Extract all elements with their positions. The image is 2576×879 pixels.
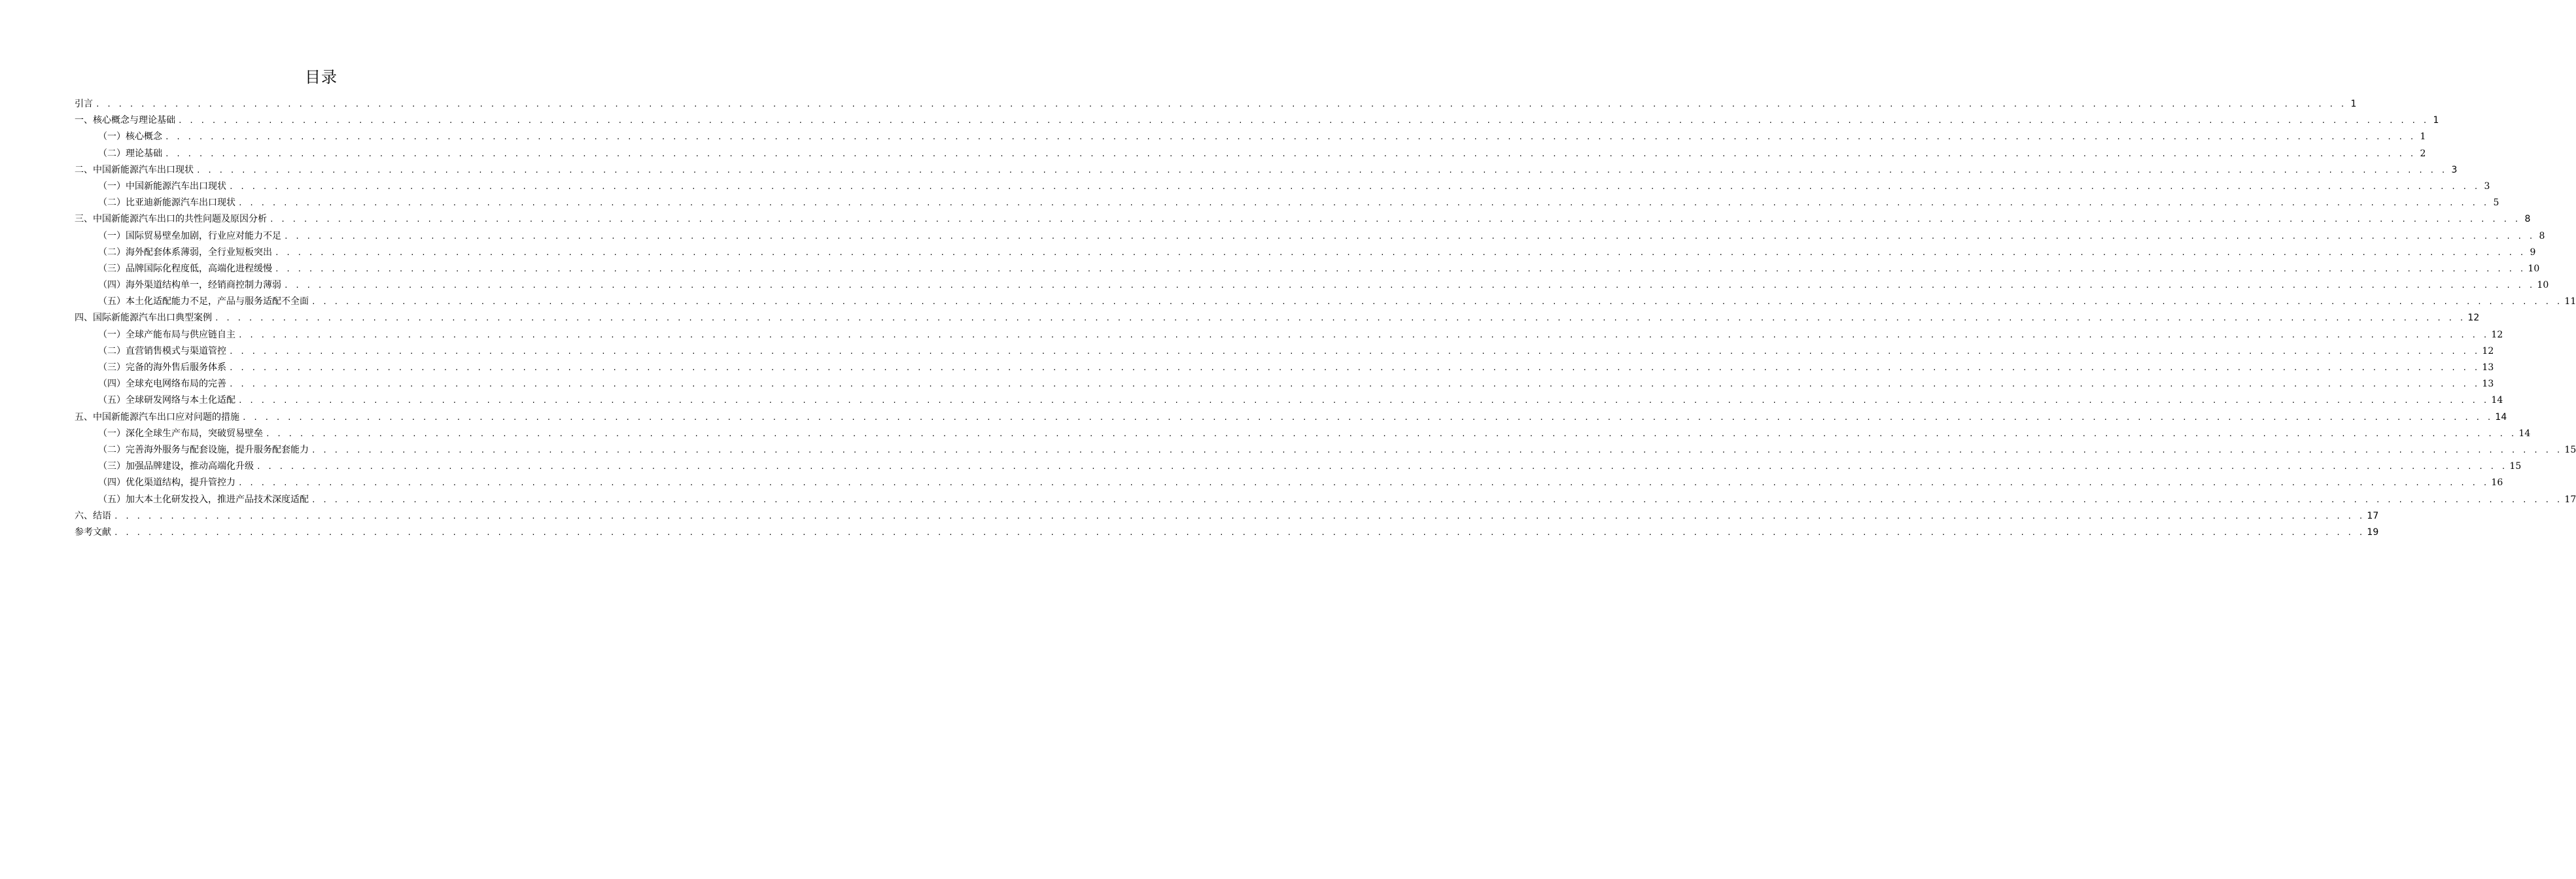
- toc-entry-page-number: 15: [2509, 461, 2522, 472]
- page-title: 目录: [305, 68, 338, 86]
- toc-entry[interactable]: [75, 195, 2499, 211]
- dot-leader: . . . . . . . . . . . . . . . . . . . . . . . . . . . . . . . . . . . . . . . . . . . . . . . . . . . . . . . . . . . . . . . . . . . . . . . . . . . . . . . . . . . . . . . . . . . . . . . . . . . . . . . . . . . . . . . . . . . . . . . . . . . . . . . . . . . . . . . . . . . . . . . . . . . . . . . . . . . . . . . . . . . . . . . . . . . . . . . . . . . . . . . . . . . . . . . . . . . . . . . .: [229, 380, 2480, 389]
- dot-leader: . . . . . . . . . . . . . . . . . . . . . . . . . . . . . . . . . . . . . . . . . . . . . . . . . . . . . . . . . . . . . . . . . . . . . . . . . . . . . . . . . . . . . . . . . . . . . . . . . . . . . . . . . . . . . . . . . . . . . . . . . . . . . . . . . . . . . . . . . . . . . . . . . . . . . . . . . . . . . . . . . . . . . . . . . . . . . . . . . . . . . . . . . . . . . . . . . . . . . . . .: [165, 133, 2416, 142]
- dot-leader: . . . . . . . . . . . . . . . . . . . . . . . . . . . . . . . . . . . . . . . . . . . . . . . . . . . . . . . . . . . . . . . . . . . . . . . . . . . . . . . . . . . . . . . . . . . . . . . . . . . . . . . . . . . . . . . . . . . . . . . . . . . . . . . . . . . . . . . . . . . . . . . . . . . . . . . . . . . . . . . . . . . . . . . . . . . . . . . . . . . . . . . . . . . . . . . . . . . . . . . .: [238, 330, 2489, 339]
- dot-leader: . . . . . . . . . . . . . . . . . . . . . . . . . . . . . . . . . . . . . . . . . . . . . . . . . . . . . . . . . . . . . . . . . . . . . . . . . . . . . . . . . . . . . . . . . . . . . . . . . . . . . . . . . . . . . . . . . . . . . . . . . . . . . . . . . . . . . . . . . . . . . . . . . . . . . . . . . . . . . . . . . . . . . . . . . . . . . . . . . . . . . . . . . . . . . . . . . . . . . . . .: [114, 528, 2365, 537]
- toc-entry-page-number: 13: [2482, 379, 2494, 390]
- toc-entry-title: （一）中国新能源汽车出口现状: [98, 181, 226, 192]
- toc-entry[interactable]: [75, 508, 2379, 525]
- toc-entry-page-number: 12: [2467, 313, 2480, 324]
- toc-entry-title: （二）理论基础: [98, 148, 162, 159]
- toc-entry-page-number: 12: [2482, 345, 2494, 356]
- toc-entry[interactable]: [75, 179, 2490, 195]
- toc-entry-page-number: 9: [2530, 247, 2536, 258]
- toc-entry[interactable]: [75, 228, 2545, 245]
- toc-entry-title: 参考文献: [75, 526, 111, 538]
- toc-entry[interactable]: [75, 96, 2357, 112]
- toc-entry[interactable]: [75, 343, 2494, 360]
- toc-entry-title: （五）本土化适配能力不足，产品与服务适配不全面: [98, 296, 309, 307]
- toc-entry[interactable]: [75, 277, 2549, 294]
- toc-entry-page-number: 14: [2495, 411, 2507, 422]
- toc-entry-page-number: 14: [2491, 395, 2503, 406]
- toc-entry-title: （二）海外配套体系薄弱，全行业短板突出: [98, 247, 272, 258]
- toc-entry[interactable]: [75, 310, 2480, 326]
- toc-entry[interactable]: [75, 327, 2503, 343]
- toc-entry[interactable]: [75, 162, 2458, 179]
- toc-entry[interactable]: [75, 294, 2576, 310]
- toc-entry[interactable]: [75, 475, 2503, 491]
- toc-entry-title: 六、结语: [75, 510, 111, 521]
- toc-entry[interactable]: [75, 409, 2507, 426]
- dot-leader: . . . . . . . . . . . . . . . . . . . . . . . . . . . . . . . . . . . . . . . . . . . . . . . . . . . . . . . . . . . . . . . . . . . . . . . . . . . . . . . . . . . . . . . . . . . . . . . . . . . . . . . . . . . . . . . . . . . . . . . . . . . . . . . . . . . . . . . . . . . . . . . . . . . . . . . . . . . . . . . . . . . . . . . . . . . . . . . . . . . . . . . . . . . . . . . . . . . . . . . .: [238, 396, 2489, 405]
- toc-entry-title: （三）加强品牌建设，推动高端化升级: [98, 461, 254, 472]
- toc-entry-page-number: 17: [2367, 510, 2379, 521]
- dot-leader: . . . . . . . . . . . . . . . . . . . . . . . . . . . . . . . . . . . . . . . . . . . . . . . . . . . . . . . . . . . . . . . . . . . . . . . . . . . . . . . . . . . . . . . . . . . . . . . . . . . . . . . . . . . . . . . . . . . . . . . . . . . . . . . . . . . . . . . . . . . . . . . . . . . . . . . . . . . . . . . . . . . . . . . . . . . . . . . . . . . . . . . . . . . . . . . . . . . . . . . .: [165, 149, 2416, 158]
- toc-entry-page-number: 3: [2484, 181, 2490, 192]
- dot-leader: . . . . . . . . . . . . . . . . . . . . . . . . . . . . . . . . . . . . . . . . . . . . . . . . . . . . . . . . . . . . . . . . . . . . . . . . . . . . . . . . . . . . . . . . . . . . . . . . . . . . . . . . . . . . . . . . . . . . . . . . . . . . . . . . . . . . . . . . . . . . . . . . . . . . . . . . . . . . . . . . . . . . . . . . . . . . . . . . . . . . . . . . . . . . . . . . . . . . . . . .: [229, 364, 2480, 372]
- toc-entry[interactable]: [75, 392, 2503, 409]
- toc-entry-page-number: 14: [2518, 428, 2531, 439]
- toc-entry-title: （二）直营销售模式与渠道管控: [98, 345, 226, 356]
- dot-leader: . . . . . . . . . . . . . . . . . . . . . . . . . . . . . . . . . . . . . . . . . . . . . . . . . . . . . . . . . . . . . . . . . . . . . . . . . . . . . . . . . . . . . . . . . . . . . . . . . . . . . . . . . . . . . . . . . . . . . . . . . . . . . . . . . . . . . . . . . . . . . . . . . . . . . . . . . . . . . . . . . . . . . . . . . . . . . . . . . . . . . . . . . . . . . . . . . . . . . . . .: [284, 281, 2535, 290]
- toc-entry-title: （五）加大本土化研发投入，推进产品技术深度适配: [98, 494, 309, 505]
- dot-leader: . . . . . . . . . . . . . . . . . . . . . . . . . . . . . . . . . . . . . . . . . . . . . . . . . . . . . . . . . . . . . . . . . . . . . . . . . . . . . . . . . . . . . . . . . . . . . . . . . . . . . . . . . . . . . . . . . . . . . . . . . . . . . . . . . . . . . . . . . . . . . . . . . . . . . . . . . . . . . . . . . . . . . . . . . . . . . . . . . . . . . . . . . . . . . . . . . . . . . . . .: [196, 165, 2447, 175]
- dot-leader: . . . . . . . . . . . . . . . . . . . . . . . . . . . . . . . . . . . . . . . . . . . . . . . . . . . . . . . . . . . . . . . . . . . . . . . . . . . . . . . . . . . . . . . . . . . . . . . . . . . . . . . . . . . . . . . . . . . . . . . . . . . . . . . . . . . . . . . . . . . . . . . . . . . . . . . . . . . . . . . . . . . . . . . . . . . . . . . . . . . . . . . . . . . . . . . . . . . . . . . .: [215, 314, 2465, 323]
- toc-entry-title: 引言: [75, 99, 93, 109]
- toc-entry-page-number: 8: [2539, 230, 2545, 241]
- dot-leader: . . . . . . . . . . . . . . . . . . . . . . . . . . . . . . . . . . . . . . . . . . . . . . . . . . . . . . . . . . . . . . . . . . . . . . . . . . . . . . . . . . . . . . . . . . . . . . . . . . . . . . . . . . . . . . . . . . . . . . . . . . . . . . . . . . . . . . . . . . . . . . . . . . . . . . . . . . . . . . . . . . . . . . . . . . . . . . . . . . . . . . . . . . . . . . . . . . . . . . . .: [242, 413, 2493, 422]
- toc-entry-title: （二）完善海外服务与配套设施，提升服务配套能力: [98, 444, 309, 455]
- dot-leader: . . . . . . . . . . . . . . . . . . . . . . . . . . . . . . . . . . . . . . . . . . . . . . . . . . . . . . . . . . . . . . . . . . . . . . . . . . . . . . . . . . . . . . . . . . . . . . . . . . . . . . . . . . . . . . . . . . . . . . . . . . . . . . . . . . . . . . . . . . . . . . . . . . . . . . . . . . . . . . . . . . . . . . . . . . . . . . . . . . . . . . . . . . . . . . . . . . . . . . . .: [311, 445, 2562, 455]
- toc-entry-title: （五）全球研发网络与本土化适配: [98, 395, 235, 406]
- toc-entry-title: （一）深化全球生产布局，突破贸易壁垒: [98, 428, 263, 439]
- toc-entry[interactable]: [75, 376, 2494, 392]
- toc-entry[interactable]: [75, 261, 2540, 277]
- toc-entry-page-number: 1: [2420, 131, 2426, 143]
- dot-leader: . . . . . . . . . . . . . . . . . . . . . . . . . . . . . . . . . . . . . . . . . . . . . . . . . . . . . . . . . . . . . . . . . . . . . . . . . . . . . . . . . . . . . . . . . . . . . . . . . . . . . . . . . . . . . . . . . . . . . . . . . . . . . . . . . . . . . . . . . . . . . . . . . . . . . . . . . . . . . . . . . . . . . . . . . . . . . . . . . . . . . . . . . . . . . . . . . . . . . . . .: [238, 199, 2489, 208]
- dot-leader: . . . . . . . . . . . . . . . . . . . . . . . . . . . . . . . . . . . . . . . . . . . . . . . . . . . . . . . . . . . . . . . . . . . . . . . . . . . . . . . . . . . . . . . . . . . . . . . . . . . . . . . . . . . . . . . . . . . . . . . . . . . . . . . . . . . . . . . . . . . . . . . . . . . . . . . . . . . . . . . . . . . . . . . . . . . . . . . . . . . . . . . . . . . . . . . . . . . . . . . .: [114, 511, 2365, 521]
- toc-entry[interactable]: [75, 211, 2531, 228]
- toc-entry[interactable]: [75, 426, 2531, 442]
- dot-leader: . . . . . . . . . . . . . . . . . . . . . . . . . . . . . . . . . . . . . . . . . . . . . . . . . . . . . . . . . . . . . . . . . . . . . . . . . . . . . . . . . . . . . . . . . . . . . . . . . . . . . . . . . . . . . . . . . . . . . . . . . . . . . . . . . . . . . . . . . . . . . . . . . . . . . . . . . . . . . . . . . . . . . . . . . . . . . . . . . . . . . . . . . . . . . . . . . . . . . . . .: [266, 429, 2516, 438]
- toc-entry-page-number: 16: [2491, 477, 2503, 489]
- dot-leader: . . . . . . . . . . . . . . . . . . . . . . . . . . . . . . . . . . . . . . . . . . . . . . . . . . . . . . . . . . . . . . . . . . . . . . . . . . . . . . . . . . . . . . . . . . . . . . . . . . . . . . . . . . . . . . . . . . . . . . . . . . . . . . . . . . . . . . . . . . . . . . . . . . . . . . . . . . . . . . . . . . . . . . . . . . . . . . . . . . . . . . . . . . . . . . . . . . . . . . . .: [96, 100, 2346, 109]
- dot-leader: . . . . . . . . . . . . . . . . . . . . . . . . . . . . . . . . . . . . . . . . . . . . . . . . . . . . . . . . . . . . . . . . . . . . . . . . . . . . . . . . . . . . . . . . . . . . . . . . . . . . . . . . . . . . . . . . . . . . . . . . . . . . . . . . . . . . . . . . . . . . . . . . . . . . . . . . . . . . . . . . . . . . . . . . . . . . . . . . . . . . . . . . . . . . . . . . . . . . . . . .: [275, 264, 2526, 273]
- toc-entry-page-number: 10: [2537, 280, 2549, 291]
- toc-entry-page-number: 15: [2564, 444, 2576, 455]
- toc-entry[interactable]: [75, 245, 2536, 261]
- dot-leader: . . . . . . . . . . . . . . . . . . . . . . . . . . . . . . . . . . . . . . . . . . . . . . . . . . . . . . . . . . . . . . . . . . . . . . . . . . . . . . . . . . . . . . . . . . . . . . . . . . . . . . . . . . . . . . . . . . . . . . . . . . . . . . . . . . . . . . . . . . . . . . . . . . . . . . . . . . . . . . . . . . . . . . . . . . . . . . . . . . . . . . . . . . . . . . . . . . . . . . . .: [311, 298, 2562, 307]
- toc-entry-title: 四、国际新能源汽车出口典型案例: [75, 313, 212, 324]
- toc-entry[interactable]: [75, 112, 2439, 129]
- dot-leader: . . . . . . . . . . . . . . . . . . . . . . . . . . . . . . . . . . . . . . . . . . . . . . . . . . . . . . . . . . . . . . . . . . . . . . . . . . . . . . . . . . . . . . . . . . . . . . . . . . . . . . . . . . . . . . . . . . . . . . . . . . . . . . . . . . . . . . . . . . . . . . . . . . . . . . . . . . . . . . . . . . . . . . . . . . . . . . . . . . . . . . . . . . . . . . . . . . . . . . . .: [229, 347, 2480, 356]
- toc-entry-page-number: 1: [2433, 115, 2439, 126]
- toc-entry-page-number: 10: [2528, 263, 2540, 274]
- toc-entry[interactable]: [75, 129, 2426, 145]
- toc-entry-page-number: 2: [2420, 148, 2426, 159]
- toc-entry[interactable]: [75, 442, 2576, 458]
- toc-entry-title: （一）国际贸易壁垒加剧，行业应对能力不足: [98, 230, 281, 241]
- toc-entry-page-number: 11: [2564, 296, 2576, 307]
- toc-entry-title: （四）全球充电网络布局的完善: [98, 379, 226, 390]
- toc-entry-title: （二）比亚迪新能源汽车出口现状: [98, 198, 235, 209]
- toc-entry[interactable]: [75, 525, 2379, 541]
- toc-entry-title: （三）品牌国际化程度低，高端化进程缓慢: [98, 263, 272, 274]
- toc-entry[interactable]: [75, 146, 2426, 162]
- toc-entry-page-number: 8: [2524, 214, 2531, 225]
- toc-entry-title: （四）海外渠道结构单一，经销商控制力薄弱: [98, 280, 281, 291]
- toc-entry-title: （一）全球产能布局与供应链自主: [98, 329, 235, 340]
- toc-entry-page-number: 12: [2491, 329, 2503, 340]
- dot-leader: . . . . . . . . . . . . . . . . . . . . . . . . . . . . . . . . . . . . . . . . . . . . . . . . . . . . . . . . . . . . . . . . . . . . . . . . . . . . . . . . . . . . . . . . . . . . . . . . . . . . . . . . . . . . . . . . . . . . . . . . . . . . . . . . . . . . . . . . . . . . . . . . . . . . . . . . . . . . . . . . . . . . . . . . . . . . . . . . . . . . . . . . . . . . . . . . . . . . . . . .: [229, 182, 2480, 191]
- toc-entry-title: （一）核心概念: [98, 131, 162, 143]
- toc-entry-title: （三）完备的海外售后服务体系: [98, 362, 226, 373]
- toc-entry-page-number: 1: [2350, 99, 2357, 109]
- toc-entry-page-number: 5: [2493, 198, 2499, 209]
- dot-leader: . . . . . . . . . . . . . . . . . . . . . . . . . . . . . . . . . . . . . . . . . . . . . . . . . . . . . . . . . . . . . . . . . . . . . . . . . . . . . . . . . . . . . . . . . . . . . . . . . . . . . . . . . . . . . . . . . . . . . . . . . . . . . . . . . . . . . . . . . . . . . . . . . . . . . . . . . . . . . . . . . . . . . . . . . . . . . . . . . . . . . . . . . . . . . . . . . . . . . . . .: [238, 479, 2489, 488]
- dot-leader: . . . . . . . . . . . . . . . . . . . . . . . . . . . . . . . . . . . . . . . . . . . . . . . . . . . . . . . . . . . . . . . . . . . . . . . . . . . . . . . . . . . . . . . . . . . . . . . . . . . . . . . . . . . . . . . . . . . . . . . . . . . . . . . . . . . . . . . . . . . . . . . . . . . . . . . . . . . . . . . . . . . . . . . . . . . . . . . . . . . . . . . . . . . . . . . . . . . . . . . .: [270, 215, 2520, 224]
- dot-leader: . . . . . . . . . . . . . . . . . . . . . . . . . . . . . . . . . . . . . . . . . . . . . . . . . . . . . . . . . . . . . . . . . . . . . . . . . . . . . . . . . . . . . . . . . . . . . . . . . . . . . . . . . . . . . . . . . . . . . . . . . . . . . . . . . . . . . . . . . . . . . . . . . . . . . . . . . . . . . . . . . . . . . . . . . . . . . . . . . . . . . . . . . . . . . . . . . . . . . . . .: [275, 248, 2526, 257]
- toc-entry-page-number: 3: [2451, 164, 2458, 175]
- toc-entry-page-number: 19: [2367, 526, 2379, 538]
- toc-entry-title: 五、中国新能源汽车出口应对问题的措施: [75, 411, 239, 422]
- table-of-contents: [75, 96, 2576, 541]
- toc-entry[interactable]: [75, 458, 2522, 475]
- toc-entry-title: 二、中国新能源汽车出口现状: [75, 164, 194, 175]
- toc-entry[interactable]: [75, 360, 2494, 376]
- dot-leader: . . . . . . . . . . . . . . . . . . . . . . . . . . . . . . . . . . . . . . . . . . . . . . . . . . . . . . . . . . . . . . . . . . . . . . . . . . . . . . . . . . . . . . . . . . . . . . . . . . . . . . . . . . . . . . . . . . . . . . . . . . . . . . . . . . . . . . . . . . . . . . . . . . . . . . . . . . . . . . . . . . . . . . . . . . . . . . . . . . . . . . . . . . . . . . . . . . . . . . . .: [284, 232, 2535, 241]
- dot-leader: . . . . . . . . . . . . . . . . . . . . . . . . . . . . . . . . . . . . . . . . . . . . . . . . . . . . . . . . . . . . . . . . . . . . . . . . . . . . . . . . . . . . . . . . . . . . . . . . . . . . . . . . . . . . . . . . . . . . . . . . . . . . . . . . . . . . . . . . . . . . . . . . . . . . . . . . . . . . . . . . . . . . . . . . . . . . . . . . . . . . . . . . . . . . . . . . . . . . . . . .: [256, 462, 2507, 472]
- toc-entry-title: （四）优化渠道结构，提升管控力: [98, 477, 235, 489]
- toc-entry-title: 三、中国新能源汽车出口的共性问题及原因分析: [75, 214, 267, 225]
- toc-entry-title: 一、核心概念与理论基础: [75, 115, 175, 126]
- dot-leader: . . . . . . . . . . . . . . . . . . . . . . . . . . . . . . . . . . . . . . . . . . . . . . . . . . . . . . . . . . . . . . . . . . . . . . . . . . . . . . . . . . . . . . . . . . . . . . . . . . . . . . . . . . . . . . . . . . . . . . . . . . . . . . . . . . . . . . . . . . . . . . . . . . . . . . . . . . . . . . . . . . . . . . . . . . . . . . . . . . . . . . . . . . . . . . . . . . . . . . . .: [311, 495, 2562, 504]
- dot-leader: . . . . . . . . . . . . . . . . . . . . . . . . . . . . . . . . . . . . . . . . . . . . . . . . . . . . . . . . . . . . . . . . . . . . . . . . . . . . . . . . . . . . . . . . . . . . . . . . . . . . . . . . . . . . . . . . . . . . . . . . . . . . . . . . . . . . . . . . . . . . . . . . . . . . . . . . . . . . . . . . . . . . . . . . . . . . . . . . . . . . . . . . . . . . . . . . . . . . . . . .: [178, 116, 2429, 126]
- toc-entry-page-number: 13: [2482, 362, 2494, 373]
- toc-entry[interactable]: [75, 492, 2576, 508]
- toc-entry-page-number: 17: [2564, 494, 2576, 505]
